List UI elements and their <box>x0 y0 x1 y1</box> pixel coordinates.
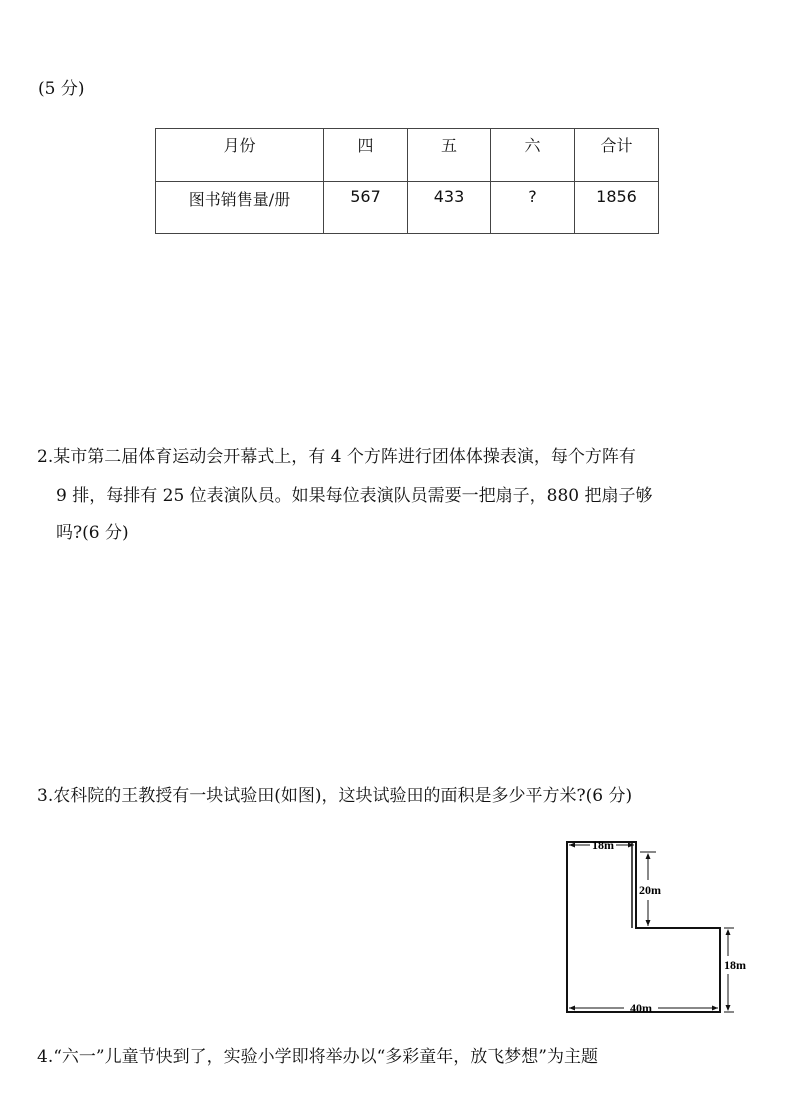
table-cell: 433 <box>408 182 491 234</box>
table-header-cell: 四 <box>324 129 408 182</box>
table-cell: 567 <box>324 182 408 234</box>
q3-text: 3.农科院的王教授有一块试验田(如图)，这块试验田的面积是多少平方米?(6 分) <box>37 786 633 806</box>
q2-line-1: 2.某市第二届体育运动会开幕式上，有 4 个方阵进行团体体操表演，每个方阵有 <box>37 447 636 467</box>
table-header-cell: 合计 <box>575 129 659 182</box>
table-header-cell: 五 <box>408 129 491 182</box>
table-cell: ? <box>491 182 575 234</box>
sales-table <box>155 128 659 234</box>
inner-dimension-label: 20m <box>639 883 661 897</box>
q4-text: 4.“六一”儿童节快到了，实验小学即将举办以“多彩童年，放飞梦想”为主题 <box>37 1047 598 1067</box>
top-dimension-label: 18m <box>592 838 614 852</box>
table-row <box>156 182 659 234</box>
q2-line-3: 吗?(6 分) <box>56 523 129 543</box>
field-outline <box>567 842 720 1012</box>
bottom-dimension-label: 40m <box>630 1001 652 1015</box>
field-figure <box>560 832 760 1022</box>
table-cell: 图书销售量/册 <box>156 182 324 234</box>
table-header-cell: 六 <box>491 129 575 182</box>
right-dimension-label: 18m <box>724 958 746 972</box>
table-header-row <box>156 129 659 182</box>
table-cell: 1856 <box>575 182 659 234</box>
table-header-cell: 月份 <box>156 129 324 182</box>
q1-score: (5 分) <box>38 79 85 99</box>
q2-line-2: 9 排，每排有 25 位表演队员。如果每位表演队员需要一把扇子，880 把扇子够 <box>56 486 653 506</box>
